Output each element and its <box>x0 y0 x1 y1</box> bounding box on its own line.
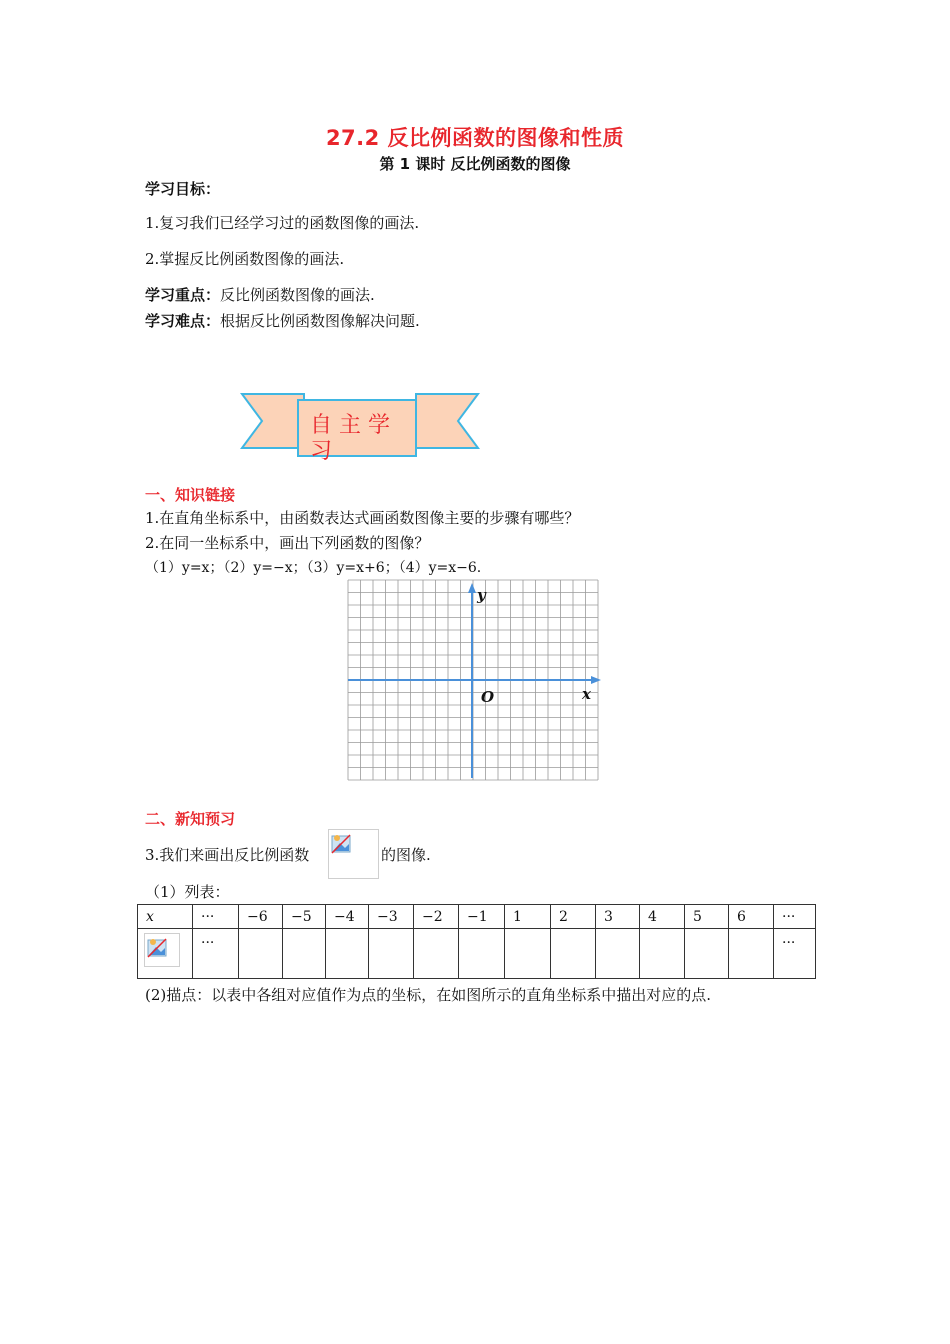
origin-label: O <box>481 688 495 706</box>
broken-image-icon <box>331 832 353 854</box>
ribbon-right-tail <box>416 394 478 448</box>
objective-item-2: 2.掌握反比例函数图像的画法. <box>145 250 345 268</box>
table-cell[interactable] <box>505 929 551 979</box>
key-point-label: 学习重点： <box>145 286 221 304</box>
table-cell: −2 <box>414 905 459 929</box>
table-cell: 3 <box>596 905 640 929</box>
key-point-text: 反比例函数图像的画法. <box>220 286 375 304</box>
y-formula-image <box>144 933 180 967</box>
table-cell[interactable] <box>685 929 729 979</box>
difficulty-label: 学习难点： <box>145 312 221 330</box>
section1-heading: 一、知识链接 <box>145 486 236 504</box>
table-row <box>138 905 816 929</box>
table-cell[interactable] <box>729 929 774 979</box>
table-cell: ··· <box>774 905 816 929</box>
question-2: 2.在同一坐标系中，画出下列函数的图像？ <box>145 534 430 552</box>
y-axis-label: y <box>477 586 486 604</box>
formula-image <box>328 829 379 879</box>
banner-text-line2: 习 <box>310 439 333 462</box>
table-cell[interactable] <box>551 929 596 979</box>
table-cell: −4 <box>326 905 369 929</box>
difficulty-text: 根据反比例函数图像解决问题. <box>220 312 420 330</box>
table-cell[interactable] <box>640 929 685 979</box>
step-1-list-table: （1）列表： <box>145 883 230 901</box>
table-cell: 6 <box>729 905 774 929</box>
value-table <box>137 904 816 979</box>
ribbon-left-tail <box>242 394 304 448</box>
table-cell[interactable] <box>326 929 369 979</box>
objectives-heading: 学习目标： <box>145 180 221 198</box>
table-cell: −6 <box>239 905 283 929</box>
y-axis-arrow-icon <box>468 583 476 593</box>
difficulty <box>145 311 420 331</box>
page-title: 27.2 反比例函数的图像和性质 <box>325 126 625 150</box>
coordinate-grid <box>345 578 605 782</box>
objective-item-1: 1.复习我们已经学习过的函数图像的画法. <box>145 214 420 232</box>
table-cell[interactable] <box>596 929 640 979</box>
section2-heading: 二、新知预习 <box>145 810 236 828</box>
question-3-prefix: 3.我们来画出反比例函数 <box>145 846 310 864</box>
x-axis-arrow-icon <box>591 676 601 684</box>
table-cell: x <box>138 905 193 929</box>
table-cell[interactable] <box>414 929 459 979</box>
x-axis-label: x <box>582 685 591 703</box>
function-list: （1）y=x；（2）y=−x；（3）y=x+6；（4）y=x−6. <box>145 560 482 576</box>
question-3-suffix: 的图像. <box>381 846 431 864</box>
table-cell[interactable] <box>369 929 414 979</box>
table-cell: ··· <box>193 929 239 979</box>
banner-text-line1: 自 主 学 <box>310 413 390 438</box>
key-point <box>145 285 375 305</box>
table-cell <box>138 929 193 979</box>
table-cell[interactable] <box>459 929 505 979</box>
table-cell[interactable] <box>283 929 326 979</box>
table-cell: −5 <box>283 905 326 929</box>
table-cell: 2 <box>551 905 596 929</box>
table-cell: −1 <box>459 905 505 929</box>
lesson-subtitle: 第 1 课时 反比例函数的图像 <box>379 155 571 173</box>
table-cell: 4 <box>640 905 685 929</box>
table-cell: ··· <box>774 929 816 979</box>
self-study-banner <box>240 390 480 462</box>
question-1: 1.在直角坐标系中，由函数表达式画函数图像主要的步骤有哪些？ <box>145 509 580 527</box>
step-2-plot-points: (2)描点：以表中各组对应值作为点的坐标，在如图所示的直角坐标系中描出对应的点. <box>145 986 712 1004</box>
table-cell: 1 <box>505 905 551 929</box>
broken-image-icon <box>147 936 169 958</box>
table-cell: ··· <box>193 905 239 929</box>
table-cell: −3 <box>369 905 414 929</box>
table-row <box>138 929 816 979</box>
table-cell[interactable] <box>239 929 283 979</box>
table-cell: 5 <box>685 905 729 929</box>
